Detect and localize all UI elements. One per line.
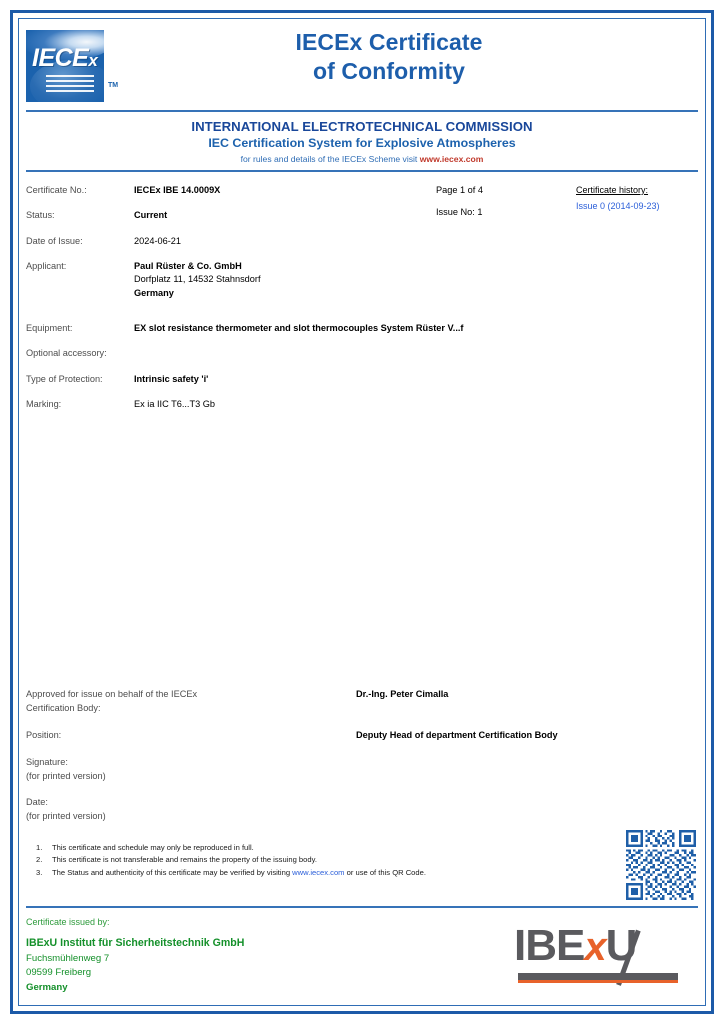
note-text: This certificate is not transferable and remains the property of the issuing body. (52, 855, 317, 865)
position-label: Position: (26, 730, 62, 741)
equipment-label: Equipment: (26, 323, 73, 334)
approved-label-line2: Certification Body: (26, 703, 101, 714)
details-middle-column (436, 184, 576, 229)
title-container (126, 24, 698, 87)
ibexu-logo-part2: x (584, 925, 606, 970)
date-of-issue-value: 2024-06-21 (134, 235, 181, 246)
date-of-issue-label: Date of Issue: (26, 235, 83, 246)
row-status (26, 209, 436, 222)
position-value: Deputy Head of department Certification Body (356, 730, 558, 741)
approved-by-name: Dr.-Ing. Peter Cimalla (356, 689, 449, 700)
certificate-content (26, 24, 698, 1000)
iecex-website-link[interactable]: www.iecex.com (419, 154, 484, 164)
signature-label (26, 756, 356, 784)
notes-list (26, 842, 698, 879)
row-optional-accessory (26, 347, 698, 360)
row-equipment (26, 322, 698, 335)
iecex-logo-wordmark: IECEx (32, 44, 98, 72)
list-item (52, 867, 698, 879)
date-label-sub: (for printed version) (26, 811, 106, 822)
applicant-country: Germany (134, 287, 174, 298)
issuer-country: Germany (26, 981, 68, 993)
page-title-line1: IECEx Certificate (295, 29, 483, 55)
blank-area (26, 423, 698, 688)
row-marking (26, 398, 698, 411)
qr-code (624, 828, 698, 902)
certificate-history-issue-link[interactable]: Issue 0 (2014-09-23) (576, 201, 660, 211)
ibexu-logo-part3: U (605, 921, 637, 971)
issue-no: Issue No: 1 (436, 207, 483, 217)
list-item (52, 854, 698, 866)
status-badge: Current (134, 210, 168, 221)
ibexu-logo-part1: IBE (514, 921, 585, 971)
row-position (26, 729, 698, 743)
logo-bars (46, 75, 94, 95)
certificate-no-label: Certificate No.: (26, 185, 87, 195)
approved-for-issue-label (26, 688, 356, 716)
organisation-name: INTERNATIONAL ELECTROTECHNICAL COMMISSION (191, 119, 533, 134)
scheme-note (26, 154, 698, 164)
scheme-note-text: for rules and details of the IECEx Scheme visit (240, 154, 420, 164)
page-title-line2: of Conformity (312, 58, 466, 85)
issuer-lead: Certificate issued by: (26, 917, 110, 928)
issuer-text (26, 917, 508, 995)
row-signature (26, 756, 698, 784)
qr-code-icon (626, 830, 696, 900)
note-text: This certificate and schedule may only be reproduced in full. (52, 843, 254, 853)
date-label-text: Date: (26, 797, 48, 808)
marking-value: Ex ia IIC T6...T3 Gb (134, 399, 216, 410)
date-label (26, 796, 356, 824)
approval-block (26, 688, 698, 824)
document-header (26, 24, 698, 110)
ibexu-logo-container (508, 917, 698, 989)
details-top-grid (26, 184, 698, 312)
ibexu-logo-bar-orange (518, 980, 678, 983)
equipment-value: EX slot resistance thermometer and slot thermocouples System Rüster V...f (134, 323, 464, 334)
applicant-label: Applicant: (26, 261, 67, 272)
iecex-verify-link[interactable]: www.iecex.com (292, 867, 345, 877)
ibexu-logo-wordmark (514, 921, 636, 971)
issuer-block (26, 908, 698, 995)
row-date-of-issue (26, 235, 436, 248)
note-text-after: or use of this QR Code. (344, 867, 426, 877)
type-of-protection-label: Type of Protection: (26, 373, 103, 384)
iecex-logo-icon (26, 30, 104, 102)
applicant-value (134, 260, 436, 300)
type-of-protection-value: Intrinsic safety 'i' (134, 373, 209, 384)
certificate-no-value: IECEx IBE 14.0009X (134, 185, 221, 195)
details-left-column (26, 184, 436, 312)
page-title (126, 28, 652, 87)
row-applicant (26, 260, 436, 300)
issuer-street: Fuchsmühlenweg 7 (26, 952, 110, 964)
list-item (52, 842, 698, 854)
row-date (26, 796, 698, 824)
row-certificate-no (26, 184, 436, 197)
notes-area (26, 842, 698, 906)
approved-label-line1: Approved for issue on behalf of the IECEx (26, 689, 198, 700)
status-label: Status: (26, 210, 55, 221)
ibexu-logo-icon (508, 919, 694, 989)
optional-accessory-label: Optional accessory: (26, 348, 107, 359)
signature-label-text: Signature: (26, 756, 68, 767)
certificate-history-block (576, 184, 698, 211)
certificate-details (26, 172, 698, 411)
row-type-of-protection (26, 373, 698, 386)
iecex-logo-container (26, 24, 126, 102)
ibexu-logo-bar-gray (518, 973, 678, 980)
page-indicator: Page 1 of 4 (436, 185, 483, 195)
note-text: The Status and authenticity of this certificate may be verified by visiting (52, 867, 293, 877)
issuer-name: IBExU Institut für Sicherheitstechnik GmbH (26, 937, 245, 950)
scheme-name: IEC Certification System for Explosive Atmospheres (208, 136, 516, 150)
marking-label: Marking: (26, 399, 62, 410)
signature-label-sub: (for printed version) (26, 770, 106, 781)
trademark-symbol: TM (108, 82, 119, 89)
issuer-city: 09599 Freiberg (26, 967, 92, 979)
applicant-street: Dorfplatz 11, 14532 Stahnsdorf (134, 274, 261, 285)
applicant-name: Paul Rüster & Co. GmbH (134, 261, 242, 272)
row-approved-for-issue (26, 688, 698, 716)
organisation-block (26, 112, 698, 170)
certificate-history-label: Certificate history: (576, 185, 649, 195)
